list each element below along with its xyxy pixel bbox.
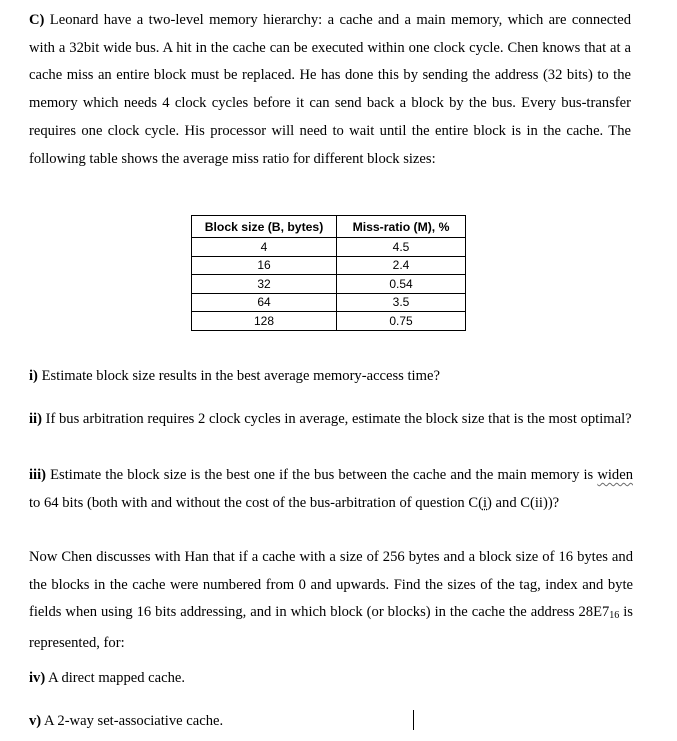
hex-subscript: 16 (609, 610, 620, 622)
question-label: ii) (29, 411, 42, 427)
question-v (29, 708, 633, 736)
header-miss-ratio: Miss-ratio (M), % (337, 216, 466, 238)
question-label: i) (29, 368, 38, 384)
cell-miss-ratio: 0.75 (337, 312, 466, 331)
dotted-marker: i (482, 494, 488, 511)
table-header-row (192, 216, 466, 238)
table-row (192, 293, 466, 312)
cell-block-size: 16 (192, 256, 337, 275)
cell-miss-ratio: 4.5 (337, 238, 466, 257)
cell-block-size: 4 (192, 238, 337, 257)
question-text: Estimate block size results in the best average memory-access time? (41, 368, 440, 384)
miss-ratio-table (191, 215, 466, 331)
paragraph-text-a: Now Chen discusses with Han that if a cache with a size of 256 bytes and a block size of 16 bytes and the blocks in the cache were numbered from 0 and upwards. Find the sizes of the tag, index and byte fields when using 16 bits addressing, and in which block (or blocks) in the cache the address 28E7 (29, 549, 633, 621)
table-row (192, 275, 466, 294)
table-row (192, 238, 466, 257)
cell-miss-ratio: 2.4 (337, 256, 466, 275)
question-iii (29, 462, 633, 517)
question-label: iv) (29, 670, 46, 686)
cell-block-size: 64 (192, 293, 337, 312)
question-iv (29, 665, 633, 693)
question-label: v) (29, 713, 42, 729)
intro-text: Leonard have a two-level memory hierarchy: a cache and a main memory, which are connected with a 32bit wide bus. A hit in the cache can be executed within one clock cycle. Chen knows that at a cache miss an entire block must be replaced. He has done this by sending the address (32 bits) to the memory which needs 4 clock cycles before it can send back a block by the bus. Every bus-transfer requires one clock cycle. His processor will need to wait until the entire block is in the cache. The following table shows the average miss ratio for different block sizes: (29, 12, 632, 167)
text-cursor (413, 710, 414, 730)
section-label: C) (29, 12, 45, 28)
cell-miss-ratio: 0.54 (337, 275, 466, 294)
table-row (192, 256, 466, 275)
header-block-size: Block size (B, bytes) (192, 216, 337, 238)
cache-paragraph (29, 544, 633, 658)
question-ii (29, 406, 633, 434)
question-label: iii) (29, 467, 47, 483)
question-text-b: to 64 bits (both with and without the cost of the bus-arbitration of question C( (29, 494, 483, 511)
cell-block-size: 32 (192, 275, 337, 294)
cell-miss-ratio: 3.5 (337, 293, 466, 312)
spellcheck-word: widen (597, 467, 633, 483)
question-text-c: ) and C(ii))? (487, 494, 560, 511)
table-row (192, 312, 466, 331)
question-text: A 2-way set-associative cache. (44, 713, 224, 729)
question-text: If bus arbitration requires 2 clock cycles in average, estimate the block size that is the most optimal? (45, 411, 632, 427)
cell-block-size: 128 (192, 312, 337, 331)
question-i (29, 363, 633, 391)
question-text-a: Estimate the block size is the best one if the bus between the cache and the main memory is (50, 467, 598, 483)
paragraph-text-b: is represented, for: (29, 604, 633, 652)
intro-paragraph (29, 7, 631, 173)
question-text: A direct mapped cache. (48, 670, 186, 686)
